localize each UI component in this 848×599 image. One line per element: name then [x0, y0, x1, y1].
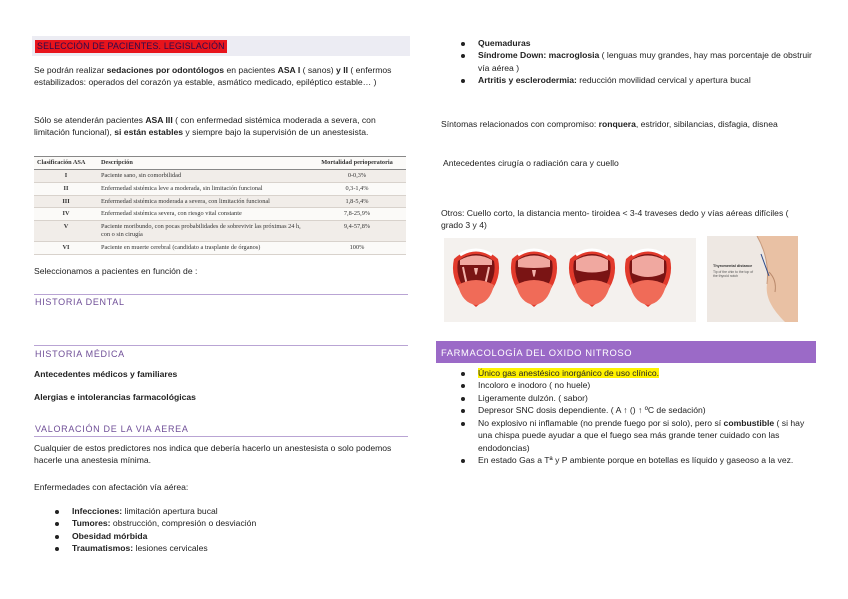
antecedentes-cirugia-text: Antecedentes cirugía o radiación cara y cuello — [443, 158, 619, 168]
neck-illustration — [707, 236, 798, 322]
table-row — [34, 208, 406, 221]
list-item: Síndrome Down: macroglosia ( lenguas muy grandes, hay mas porcentaje de obstruir vía aérea ) — [456, 49, 816, 74]
list-item: No explosivo ni inflamable (no prende fuego por si solo), pero sí combustible ( si hay una chispa puede ayudar a que el fuego sea más grande tener cuidado con las endodoncias) — [456, 417, 816, 454]
asa-class: V — [34, 221, 98, 242]
list-item: Obesidad mórbida — [50, 530, 410, 542]
mallampati-grade-4 — [622, 245, 674, 312]
table-row — [34, 221, 406, 242]
table-header: Clasificación ASA — [34, 157, 98, 170]
asa-description: Paciente en muerte cerebral (candidato a trasplante de órganos) — [98, 242, 308, 255]
farmacologia-list — [456, 367, 816, 467]
neck-caption: Thyromental distance — [713, 264, 753, 268]
asa-classification-table — [34, 156, 406, 255]
table-row — [34, 195, 406, 208]
section-historia-dental: HISTORIA DENTAL — [35, 297, 125, 307]
asa-description: Enfermedad sistémica severa, con riesgo vital constante — [98, 208, 308, 221]
table-header: Mortalidad perioperatoria — [308, 157, 406, 170]
asa-mortality: 100% — [308, 242, 406, 255]
table-row — [34, 242, 406, 255]
intro-paragraph-1: Se podrán realizar sedaciones por odontólogos en pacientes ASA I ( sanos) y II ( enfermos estabilizados: operados del corazón ya estable, asmático medicado, epiléptico estable… ) — [34, 65, 392, 88]
section-historia-medica: HISTORIA MÉDICA — [35, 349, 125, 359]
asa-mortality: 0,3-1,4% — [308, 182, 406, 195]
asa-class: I — [34, 169, 98, 182]
asa-description: Enfermedad sistémica moderada a severa, con limitación funcional — [98, 195, 308, 208]
asa-mortality: 1,8-5,4% — [308, 195, 406, 208]
list-item: Único gas anestésico inorgánico de uso clínico. — [456, 367, 816, 379]
table-row — [34, 169, 406, 182]
table-header: Descripción — [98, 157, 308, 170]
asa-class: IV — [34, 208, 98, 221]
section-farmacologia: FARMACOLOGÍA DEL OXIDO NITROSO — [441, 347, 633, 358]
enfermedades-text: Enfermedades con afectación vía aérea: — [34, 482, 189, 492]
mallampati-grade-3 — [566, 245, 618, 312]
section-divider — [34, 345, 408, 346]
right-conditions-list — [456, 37, 816, 87]
list-item: Tumores: obstrucción, compresión o desviación — [50, 517, 410, 529]
list-item: Ligeramente dulzón. ( sabor) — [456, 392, 816, 404]
sintomas-text: Síntomas relacionados con compromiso: ronquera, estridor, sibilancias, disfagia, disnea — [441, 119, 778, 129]
page-title: SELECCIÓN DE PACIENTES. LEGISLACIÓN — [37, 41, 225, 51]
section-valoracion: VALORACIÓN DE LA VIA AEREA — [35, 424, 189, 434]
neck-subcaption: Tip of the chin to the top of the thyroid notch — [713, 270, 754, 279]
list-item: Depresor SNC dosis dependiente. ( A ↑ () ↑ ºC de sedación) — [456, 404, 816, 416]
section-divider — [34, 294, 408, 295]
list-item: En estado Gas a Tª y P ambiente porque en botellas es líquido y gaseoso a la vez. — [456, 454, 816, 466]
table-header-row — [34, 157, 406, 170]
list-item: Artritis y esclerodermia: reducción movilidad cervical y apertura bucal — [456, 74, 816, 86]
list-item: Quemaduras — [456, 37, 816, 49]
predictores-text: Cualquier de estos predictores nos indica que debería hacerlo un anestesista o solo podemos hacerle una anestesia mínima. — [34, 443, 392, 466]
asa-description: Paciente sano, sin comorbilidad — [98, 169, 308, 182]
list-item: Incoloro e inodoro ( no huele) — [456, 379, 816, 391]
antecedentes-text: Antecedentes médicos y familiares — [34, 369, 178, 379]
thyromental-figure — [707, 236, 798, 322]
asa-description: Enfermedad sistémica leve a moderada, sin limitación funcional — [98, 182, 308, 195]
otros-text: Otros: Cuello corto, la distancia mento- tiroidea < 3-4 traveses dedo y vías aéreas difíciles ( grado 3 y 4) — [441, 208, 789, 231]
list-item: Infecciones: limitación apertura bucal — [50, 505, 410, 517]
mallampati-grade-1 — [450, 245, 502, 312]
asa-mortality: 0-0,3% — [308, 169, 406, 182]
section-divider — [34, 436, 408, 437]
asa-class: VI — [34, 242, 98, 255]
select-text: Seleccionamos a pacientes en función de : — [34, 266, 198, 276]
asa-description: Paciente moribundo, con pocas probabilidades de sobrevivir las próximas 24 h, con o sin cirugía — [98, 221, 308, 242]
table-row — [34, 182, 406, 195]
list-item: Traumatismos: lesiones cervicales — [50, 542, 410, 554]
asa-mortality: 7,8-25,9% — [308, 208, 406, 221]
mallampati-grade-2 — [508, 245, 560, 312]
alergias-text: Alergias e intolerancias farmacológicas — [34, 392, 196, 402]
asa-class: III — [34, 195, 98, 208]
enfermedades-list — [50, 505, 410, 555]
asa-mortality: 9,4-57,8% — [308, 221, 406, 242]
asa-class: II — [34, 182, 98, 195]
intro-paragraph-2: Sólo se atenderán pacientes ASA III ( con enfermedad sistémica moderada a severa, con limitación funcional), si están estables y siempre bajo la supervisión de un anestesista. — [34, 115, 376, 138]
